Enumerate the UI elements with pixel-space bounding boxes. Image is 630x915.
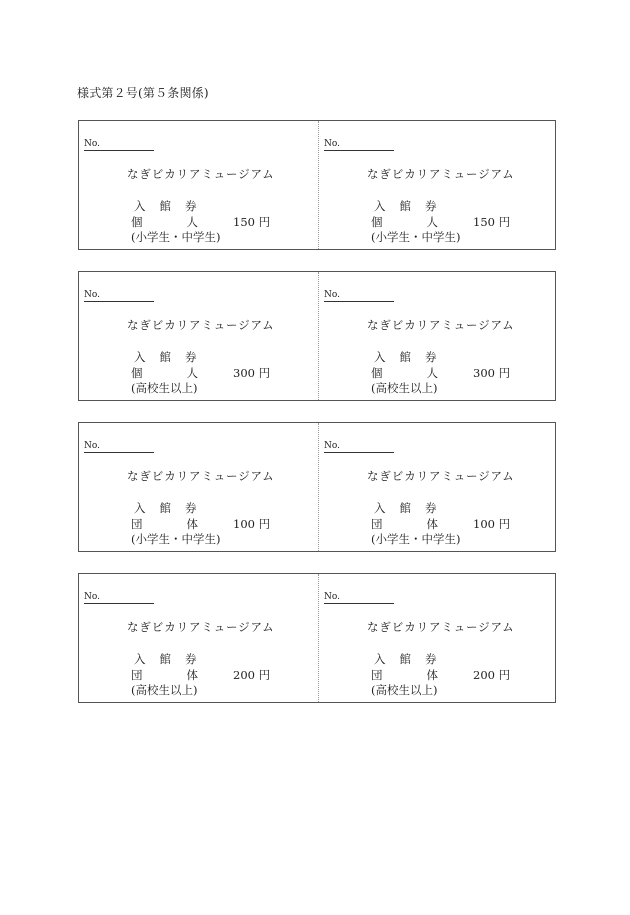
ticket-category: 個人 [131,215,242,229]
ticket [319,574,558,702]
ticket-type-label: 入館券 [374,199,451,213]
museum-name: なぎビカリアミュージアム [367,469,515,483]
museum-name: なぎビカリアミュージアム [367,318,515,332]
ticket [319,272,558,400]
ticket-number-field: No. [84,440,154,453]
ticket-price: 100 円 [473,517,511,531]
ticket-sheet-group-adult [78,573,556,703]
ticket-number-field: No. [84,289,154,302]
ticket-type-label: 入館券 [374,501,451,515]
ticket-category: 団体 [131,517,242,531]
ticket-price: 100 円 [233,517,271,531]
ticket-category: 団体 [131,668,242,682]
ticket-type-label: 入館券 [374,652,451,666]
ticket-eligibility: (小学生・中学生) [131,230,221,244]
ticket-eligibility: (高校生以上) [371,683,438,697]
ticket-price: 300 円 [473,366,511,380]
ticket [319,423,558,551]
museum-name: なぎビカリアミュージアム [127,167,275,181]
ticket-stub [79,121,318,249]
ticket-eligibility: (小学生・中学生) [371,230,461,244]
ticket-number-field: No. [324,591,394,604]
ticket-number-field: No. [324,138,394,151]
ticket-category: 個人 [371,366,482,380]
ticket-stub [79,574,318,702]
ticket-eligibility: (高校生以上) [131,683,198,697]
ticket-sheet-group-child [78,422,556,552]
ticket-price: 200 円 [233,668,271,682]
ticket-number-field: No. [324,289,394,302]
museum-name: なぎビカリアミュージアム [367,620,515,634]
ticket-eligibility: (高校生以上) [131,381,198,395]
ticket-type-label: 入館券 [134,652,211,666]
ticket-type-label: 入館券 [374,350,451,364]
ticket-number-field: No. [324,440,394,453]
ticket-type-label: 入館券 [134,501,211,515]
ticket-stub [79,423,318,551]
page-title: 様式第２号(第５条関係) [77,86,209,100]
ticket-sheet-individual-adult [78,271,556,401]
museum-name: なぎビカリアミュージアム [367,167,515,181]
ticket-category: 団体 [371,668,482,682]
ticket-eligibility: (高校生以上) [371,381,438,395]
ticket-price: 150 円 [473,215,511,229]
ticket-type-label: 入館券 [134,350,211,364]
ticket-number-field: No. [84,138,154,151]
ticket-category: 個人 [131,366,242,380]
ticket-sheet-individual-child [78,120,556,250]
ticket-category: 団体 [371,517,482,531]
ticket-price: 200 円 [473,668,511,682]
ticket-category: 個人 [371,215,482,229]
ticket-eligibility: (小学生・中学生) [371,532,461,546]
museum-name: なぎビカリアミュージアム [127,620,275,634]
ticket-eligibility: (小学生・中学生) [131,532,221,546]
ticket-stub [79,272,318,400]
museum-name: なぎビカリアミュージアム [127,318,275,332]
ticket [319,121,558,249]
ticket-number-field: No. [84,591,154,604]
ticket-price: 150 円 [233,215,271,229]
ticket-price: 300 円 [233,366,271,380]
museum-name: なぎビカリアミュージアム [127,469,275,483]
ticket-type-label: 入館券 [134,199,211,213]
